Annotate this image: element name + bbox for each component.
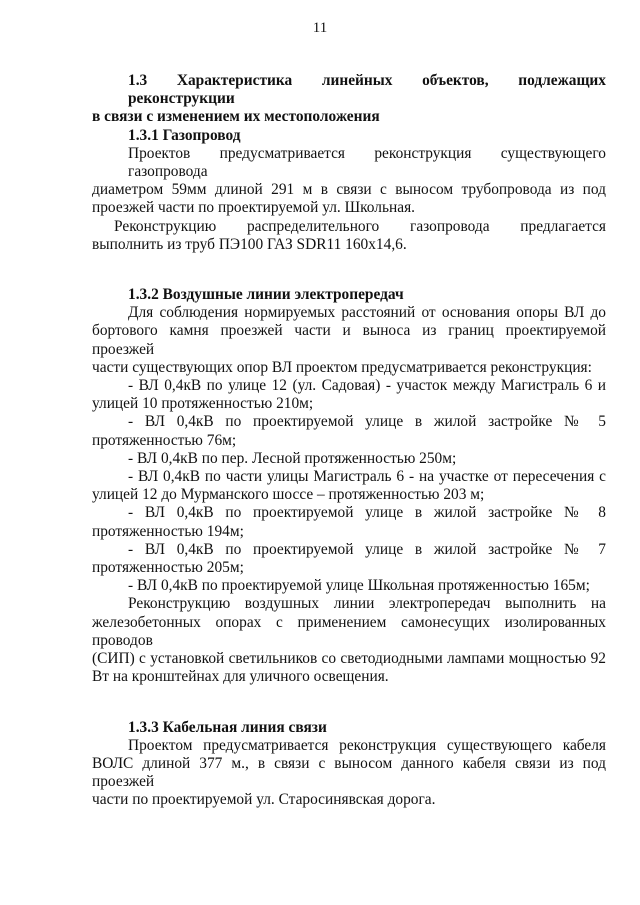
gas-paragraph-line: выполнить из труб ПЭ100 ГАЗ SDR11 160х14,6.	[92, 235, 407, 253]
section-1-3-title-cont: в связи с изменением их местоположения	[92, 108, 380, 126]
power-line-item: - ВЛ 0,4кВ по части улицы Магистраль 6 - на участке от пересечения с	[128, 468, 606, 486]
power-line-text: Вт на кронштейнах для уличного освещения.	[92, 668, 389, 686]
power-line-item: улицей 12 до Мурманского шоссе – протяженностью 203 м;	[92, 486, 485, 504]
cable-paragraph-line: ВОЛС длиной 377 м., в связи с выносом данного кабеля связи из под проезжей	[92, 754, 606, 791]
power-line-item: протяженностью 205м;	[92, 559, 244, 577]
power-line-text: бортового камня проезжей части и выноса из границ проектируемой проезжей	[92, 322, 606, 358]
section-1-3-1-heading: 1.3.1 Газопровод	[128, 126, 241, 144]
cable-paragraph-line: части по проектируемой ул. Старосинявская дорога.	[92, 791, 436, 809]
document-body	[92, 72, 606, 810]
power-line-item: - ВЛ 0,4кВ по пер. Лесной протяженностью 250м;	[128, 449, 457, 467]
power-line-text: (СИП) с установкой светильников со светодиодными лампами мощностью 92	[92, 650, 606, 668]
power-line-text: железобетонных опорах с применением самонесущих изолированных проводов	[92, 613, 606, 649]
power-line-item: - ВЛ 0,4кВ по проектируемой улице в жилой застройке № 8	[128, 504, 606, 522]
power-line-item: - ВЛ 0,4кВ по проектируемой улице Школьная протяженностью 165м;	[128, 577, 590, 595]
power-line-item: протяженностью 194м;	[92, 522, 244, 540]
power-line-item: протяженностью 76м;	[92, 431, 237, 449]
cable-paragraph-line: Проектом предусматривается реконструкция существующего кабеля	[128, 736, 606, 754]
power-line-text: Реконструкцию воздушных линии электропередач выполнить на	[128, 595, 606, 613]
gas-paragraph-line: диаметром 59мм длиной 291 м в связи с выносом трубопровода из под	[92, 181, 606, 199]
power-line-text: части существующих опор ВЛ проектом предусматривается реконструкция:	[92, 358, 592, 376]
gas-paragraph-line: проезжей части по проектируемой ул. Школьная.	[92, 199, 415, 217]
gas-paragraph-line: Проектов предусматривается реконструкция существующего газопровода	[128, 144, 606, 181]
power-line-text: Для соблюдения нормируемых расстояний от основания опоры ВЛ до	[128, 304, 606, 322]
page-number: 11	[312, 20, 328, 36]
power-line-item: - ВЛ 0,4кВ по улице 12 (ул. Садовая) - участок между Магистраль 6 и	[128, 377, 606, 395]
section-1-3-title: 1.3 Характеристика линейных объектов, подлежащих реконструкции	[128, 72, 606, 108]
section-1-3-3-heading: 1.3.3 Кабельная линия связи	[128, 718, 327, 736]
gas-paragraph-line: Реконструкцию распределительного газопровода предлагается	[114, 217, 606, 235]
section-1-3-2-heading: 1.3.2 Воздушные линии электропередач	[128, 286, 404, 304]
power-line-item: - ВЛ 0,4кВ по проектируемой улице в жилой застройке № 7	[128, 540, 606, 558]
power-line-item: - ВЛ 0,4кВ по проектируемой улице в жилой застройке № 5	[128, 413, 606, 431]
power-line-item: улицей 10 протяженностью 210м;	[92, 395, 314, 413]
